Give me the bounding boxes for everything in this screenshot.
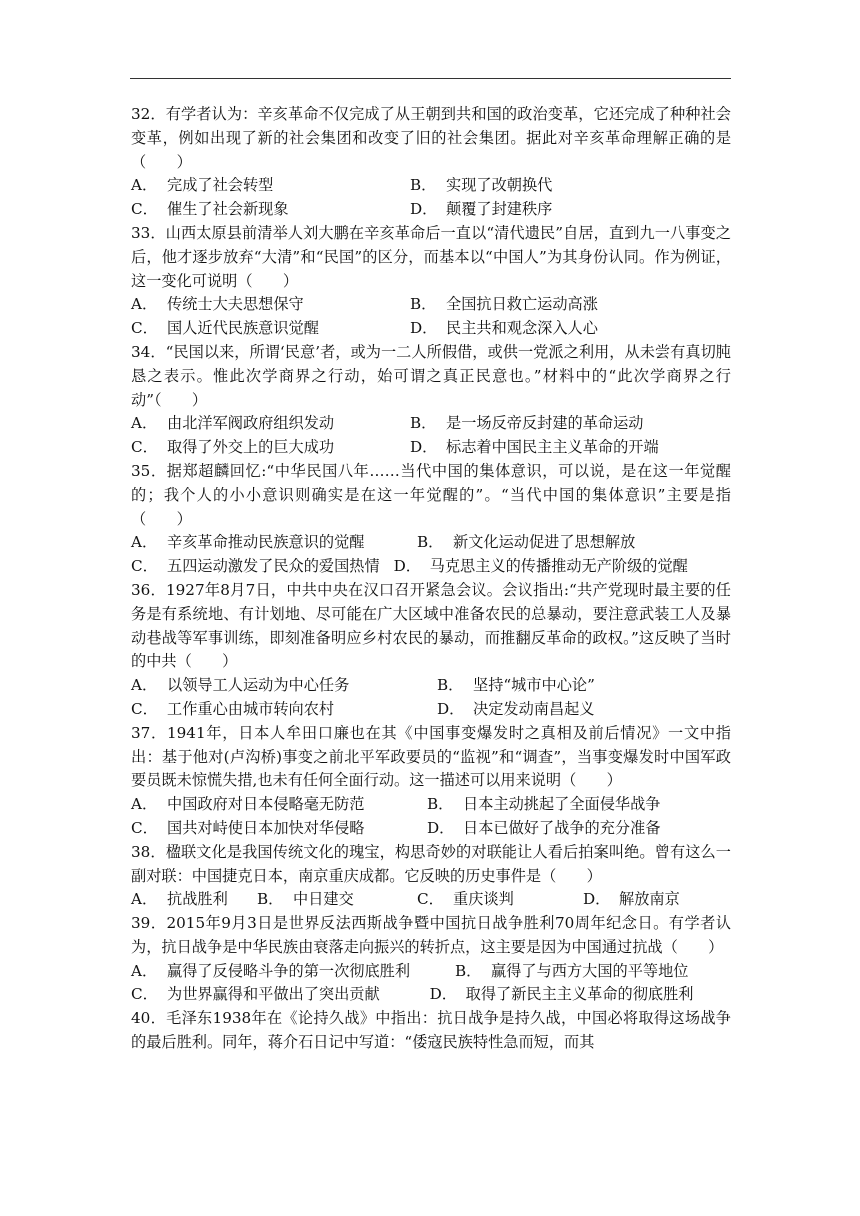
option-a[interactable]: A． 中国政府对日本侵略毫无防范 bbox=[131, 795, 365, 814]
option-row bbox=[131, 436, 731, 460]
option-b[interactable]: B． 日本主动挑起了全面侵华战争 bbox=[427, 795, 661, 814]
option-row bbox=[131, 317, 731, 341]
option-row bbox=[131, 674, 731, 698]
option-row bbox=[131, 793, 731, 817]
option-c[interactable]: C． 国共对峙使日本加快对华侵略 bbox=[131, 818, 365, 837]
option-row bbox=[131, 960, 731, 984]
option-c[interactable]: C． 取得了外交上的巨大成功 bbox=[131, 438, 335, 457]
question-stem: 36．1927年8月7日，中共中央在汉口召开紧急会议。会议指出:“共产党现时最主要的任务是有系统地、有计划地、尽可能在广大区域中准备农民的总暴动，要注意武装工人及暴动巷战等军事训练，即刻准备明应乡村农民的暴动，而推翻反革命的政权。”这反映了当时的中共（ ） bbox=[131, 580, 731, 671]
option-d[interactable]: D． 标志着中国民主主义革命的开端 bbox=[410, 438, 659, 457]
option-b[interactable]: B． 实现了改朝换代 bbox=[410, 176, 553, 195]
option-row bbox=[131, 555, 731, 579]
option-d[interactable]: D． 民主共和观念深入人心 bbox=[410, 319, 598, 338]
question-stem: 37．1941年，日本人牟田口廉也在其《中国事变爆发时之真相及前后情况》一文中指出：基于他对(卢沟桥)事变之前北平军政要员的“监视”和“调查”，当事变爆发时中国军政要员既未惊慌失措,也未有任何全面行动。这一描述可以用来说明（ ） bbox=[131, 723, 731, 790]
option-c[interactable]: C． 为世界赢得和平做出了突出贡献 bbox=[131, 985, 380, 1004]
option-c[interactable]: C． 催生了社会新现象 bbox=[131, 200, 289, 219]
option-c[interactable]: C． 国人近代民族意识觉醒 bbox=[131, 319, 319, 338]
option-row bbox=[131, 817, 731, 841]
option-a[interactable]: A． 以领导工人运动为中心任务 bbox=[131, 676, 350, 695]
option-row bbox=[131, 412, 731, 436]
option-c[interactable]: C． 五四运动激发了民众的爱国热情 bbox=[131, 557, 380, 576]
option-row bbox=[131, 983, 731, 1007]
option-a[interactable]: A． 由北洋军阀政府组织发动 bbox=[131, 414, 335, 433]
question-stem: 32．有学者认为：辛亥革命不仅完成了从王朝到共和国的政治变革，它还完成了种种社会变革，例如出现了新的社会集团和改变了旧的社会集团。据此对辛亥革命理解正确的是（ ） bbox=[131, 105, 731, 171]
option-a[interactable]: A． 完成了社会转型 bbox=[131, 176, 274, 195]
option-row bbox=[131, 174, 731, 198]
option-a[interactable]: A． 传统士大夫思想保守 bbox=[131, 295, 304, 314]
option-row bbox=[131, 293, 731, 317]
option-a[interactable]: A． 赢得了反侵略斗争的第一次彻底胜利 bbox=[131, 961, 410, 980]
option-d[interactable]: D． 颠覆了封建秩序 bbox=[410, 200, 553, 219]
option-d[interactable]: D． 马克思主义的传播推动无产阶级的觉醒 bbox=[393, 557, 688, 576]
option-row bbox=[131, 698, 731, 722]
option-b[interactable]: B． 新文化运动促进了思想解放 bbox=[417, 533, 636, 552]
question-stem: 39．2015年9月3日是世界反法西斯战争暨中国抗日战争胜利70周年纪念日。有学者认为，抗日战争是中华民族由衰落走向振兴的转折点，这主要是因为中国通过抗战（ ） bbox=[131, 914, 731, 956]
option-b[interactable]: B． 赢得了与西方大国的平等地位 bbox=[455, 961, 689, 980]
question-stem: 35．据郑超麟回忆:“中华民国八年……当代中国的集体意识，可以说，是在这一年觉醒的；我个人的小小意识则确实是在这一年觉醒的”。“当代中国的集体意识”主要是指（ ） bbox=[131, 461, 731, 528]
option-b[interactable]: B． 坚持“城市中心论” bbox=[437, 676, 595, 695]
option-c[interactable]: C． 重庆谈判 bbox=[417, 890, 514, 909]
option-d[interactable]: D． 取得了新民主主义革命的彻底胜利 bbox=[429, 985, 694, 1004]
question-stem: 34．“民国以来，所谓‘民意’者，或为一二人所假借，或供一党派之利用，从未尝有真切肫恳之表示。惟此次学商界之行动，始可谓之真正民意也。”材料中的“此次学商界之行动”（ ） bbox=[131, 342, 731, 409]
question-stem: 38．楹联文化是我国传统文化的瑰宝，构思奇妙的对联能让人看后拍案叫绝。曾有这么一副对联：中国捷克日本，南京重庆成都。它反映的历史事件是（ ） bbox=[131, 842, 731, 885]
option-d[interactable]: D． 解放南京 bbox=[583, 890, 680, 909]
question-stem: 33．山西太原县前清举人刘大鹏在辛亥革命后一直以“清代遗民”自居，直到九一八事变之后，他才逐步放弃“大清”和“民国”的区分，而基本以“中国人”为其身份认同。作为例证，这一变化可说明（ ） bbox=[131, 223, 731, 290]
option-c[interactable]: C． 工作重心由城市转向农村 bbox=[131, 699, 335, 718]
header-rule bbox=[130, 78, 731, 79]
option-a[interactable]: A． 辛亥革命推动民族意识的觉醒 bbox=[131, 533, 365, 552]
option-row bbox=[131, 198, 731, 222]
option-b[interactable]: B． 中日建交 bbox=[257, 890, 354, 909]
option-row bbox=[131, 531, 731, 555]
option-d[interactable]: D． 决定发动南昌起义 bbox=[437, 699, 595, 718]
option-row bbox=[131, 888, 731, 912]
option-d[interactable]: D． 日本已做好了战争的充分准备 bbox=[427, 818, 661, 837]
option-b[interactable]: B． 全国抗日救亡运动高涨 bbox=[410, 295, 598, 314]
question-stem: 40．毛泽东1938年在《论持久战》中指出：抗日战争是持久战，中国必将取得这场战争的最后胜利。同年，蒋介石日记中写道：“倭寇民族特性急而短，而其 bbox=[131, 1009, 731, 1052]
option-a[interactable]: A． 抗战胜利 bbox=[131, 890, 228, 909]
question-list bbox=[131, 103, 731, 1055]
option-b[interactable]: B． 是一场反帝反封建的革命运动 bbox=[410, 414, 644, 433]
